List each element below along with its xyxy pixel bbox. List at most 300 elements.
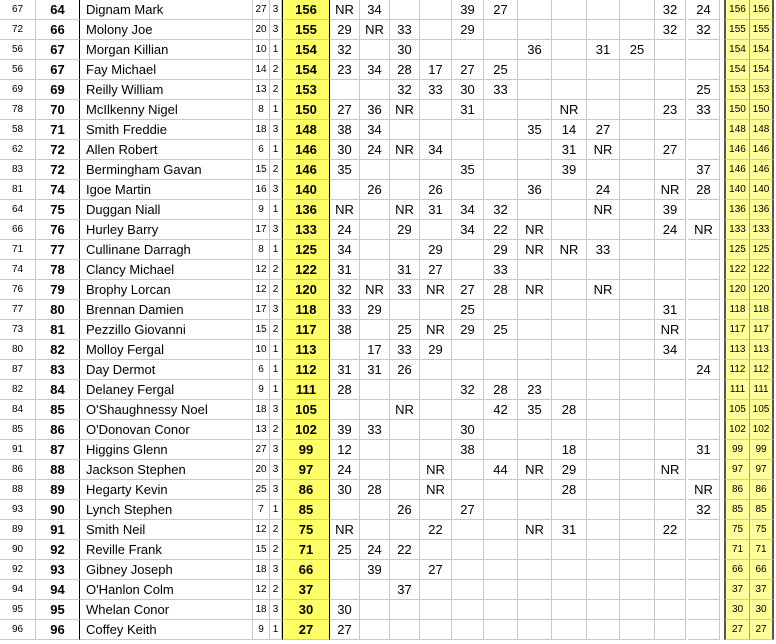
total-points-cell[interactable]: 136 xyxy=(282,200,330,220)
round-score-cell[interactable] xyxy=(360,260,390,280)
round-score-cell[interactable] xyxy=(620,260,655,280)
round-score-cell[interactable] xyxy=(620,100,655,120)
handicap-cell[interactable]: 27 xyxy=(253,0,270,20)
round-score-cell[interactable]: 25 xyxy=(484,320,518,340)
total-points-cell[interactable]: 30 xyxy=(282,600,330,620)
total-points-cell[interactable]: 133 xyxy=(282,220,330,240)
total-points-cell[interactable]: 155 xyxy=(282,20,330,40)
round-score-cell[interactable]: 27 xyxy=(330,620,360,640)
round-score-cell[interactable] xyxy=(552,540,587,560)
round-score-cell[interactable] xyxy=(518,60,552,80)
round-score-cell[interactable] xyxy=(552,340,587,360)
round-score-cell[interactable]: 27 xyxy=(420,560,452,580)
round-score-cell[interactable] xyxy=(655,280,686,300)
round-score-cell[interactable] xyxy=(587,540,620,560)
round-score-cell[interactable] xyxy=(655,60,686,80)
round-score-cell[interactable]: NR xyxy=(390,100,420,120)
round-score-cell[interactable] xyxy=(360,160,390,180)
previous-rank-cell[interactable]: 66 xyxy=(0,220,36,240)
round-score-cell[interactable]: 23 xyxy=(330,60,360,80)
previous-rank-cell[interactable]: 74 xyxy=(0,260,36,280)
round-score-cell[interactable] xyxy=(518,80,552,100)
total-points-cell[interactable]: 71 xyxy=(282,540,330,560)
player-name-cell[interactable]: Duggan Niall xyxy=(80,200,253,220)
round-score-cell[interactable] xyxy=(552,280,587,300)
handicap-cell[interactable]: 13 xyxy=(253,420,270,440)
round-score-cell[interactable] xyxy=(587,420,620,440)
round-score-cell[interactable] xyxy=(518,100,552,120)
round-score-cell[interactable] xyxy=(587,480,620,500)
round-score-cell[interactable]: 32 xyxy=(688,500,720,520)
round-score-cell[interactable] xyxy=(390,520,420,540)
round-score-cell[interactable] xyxy=(620,120,655,140)
round-score-cell[interactable]: 32 xyxy=(484,200,518,220)
round-score-cell[interactable] xyxy=(420,160,452,180)
round-score-cell[interactable] xyxy=(518,340,552,360)
handicap-cell[interactable]: 9 xyxy=(253,380,270,400)
round-score-cell[interactable]: 22 xyxy=(390,540,420,560)
round-score-cell[interactable]: 39 xyxy=(330,420,360,440)
round-score-cell[interactable]: 18 xyxy=(552,440,587,460)
summary-check-cell[interactable]: 154 xyxy=(750,60,774,80)
handicap-cell[interactable]: 20 xyxy=(253,460,270,480)
round-score-cell[interactable] xyxy=(390,240,420,260)
round-score-cell[interactable]: 34 xyxy=(452,200,484,220)
handicap-cell[interactable]: 15 xyxy=(253,320,270,340)
round-score-cell[interactable] xyxy=(655,360,686,380)
round-score-cell[interactable] xyxy=(655,240,686,260)
round-score-cell[interactable] xyxy=(620,280,655,300)
round-score-cell[interactable]: 24 xyxy=(330,460,360,480)
previous-rank-cell[interactable]: 81 xyxy=(0,180,36,200)
previous-rank-cell[interactable]: 80 xyxy=(0,340,36,360)
total-points-cell[interactable]: 97 xyxy=(282,460,330,480)
summary-total-cell[interactable]: 37 xyxy=(724,580,750,600)
summary-total-cell[interactable]: 154 xyxy=(724,40,750,60)
round-score-cell[interactable] xyxy=(552,80,587,100)
handicap-cell[interactable]: 10 xyxy=(253,340,270,360)
round-score-cell[interactable] xyxy=(390,160,420,180)
round-score-cell[interactable]: 29 xyxy=(360,300,390,320)
summary-check-cell[interactable]: 146 xyxy=(750,140,774,160)
handicap-cell[interactable]: 8 xyxy=(253,240,270,260)
round-score-cell[interactable]: 29 xyxy=(452,20,484,40)
summary-total-cell[interactable]: 153 xyxy=(724,80,750,100)
summary-check-cell[interactable]: 125 xyxy=(750,240,774,260)
round-score-cell[interactable] xyxy=(620,480,655,500)
round-score-cell[interactable]: 32 xyxy=(655,0,686,20)
round-score-cell[interactable] xyxy=(518,580,552,600)
summary-check-cell[interactable]: 146 xyxy=(750,160,774,180)
player-name-cell[interactable]: Reilly William xyxy=(80,80,253,100)
summary-check-cell[interactable]: 154 xyxy=(750,40,774,60)
category-cell[interactable]: 2 xyxy=(270,320,282,340)
previous-rank-cell[interactable]: 64 xyxy=(0,200,36,220)
round-score-cell[interactable] xyxy=(360,240,390,260)
player-name-cell[interactable]: Whelan Conor xyxy=(80,600,253,620)
total-points-cell[interactable]: 27 xyxy=(282,620,330,640)
total-points-cell[interactable]: 113 xyxy=(282,340,330,360)
round-score-cell[interactable] xyxy=(688,140,720,160)
round-score-cell[interactable] xyxy=(420,220,452,240)
round-score-cell[interactable]: 32 xyxy=(390,80,420,100)
round-score-cell[interactable]: 34 xyxy=(452,220,484,240)
category-cell[interactable]: 1 xyxy=(270,140,282,160)
summary-check-cell[interactable]: 66 xyxy=(750,560,774,580)
round-score-cell[interactable] xyxy=(620,180,655,200)
round-score-cell[interactable]: 30 xyxy=(330,140,360,160)
round-score-cell[interactable]: 35 xyxy=(518,120,552,140)
round-score-cell[interactable]: 27 xyxy=(452,280,484,300)
round-score-cell[interactable] xyxy=(587,260,620,280)
round-score-cell[interactable]: NR xyxy=(330,520,360,540)
round-score-cell[interactable] xyxy=(360,440,390,460)
round-score-cell[interactable] xyxy=(360,460,390,480)
previous-rank-cell[interactable]: 86 xyxy=(0,460,36,480)
round-score-cell[interactable]: 27 xyxy=(655,140,686,160)
round-score-cell[interactable] xyxy=(587,340,620,360)
round-score-cell[interactable] xyxy=(587,20,620,40)
handicap-cell[interactable]: 25 xyxy=(253,480,270,500)
category-cell[interactable]: 2 xyxy=(270,160,282,180)
round-score-cell[interactable] xyxy=(420,580,452,600)
round-score-cell[interactable] xyxy=(655,600,686,620)
round-score-cell[interactable] xyxy=(360,200,390,220)
round-score-cell[interactable] xyxy=(688,400,720,420)
previous-rank-cell[interactable]: 83 xyxy=(0,160,36,180)
summary-check-cell[interactable]: 30 xyxy=(750,600,774,620)
player-name-cell[interactable]: Igoe Martin xyxy=(80,180,253,200)
round-score-cell[interactable]: 30 xyxy=(452,420,484,440)
handicap-cell[interactable]: 12 xyxy=(253,260,270,280)
round-score-cell[interactable]: 26 xyxy=(360,180,390,200)
summary-total-cell[interactable]: 86 xyxy=(724,480,750,500)
round-score-cell[interactable] xyxy=(452,120,484,140)
summary-check-cell[interactable]: 150 xyxy=(750,100,774,120)
round-score-cell[interactable] xyxy=(484,540,518,560)
round-score-cell[interactable] xyxy=(552,560,587,580)
round-score-cell[interactable]: 33 xyxy=(587,240,620,260)
player-name-cell[interactable]: Higgins Glenn xyxy=(80,440,253,460)
total-points-cell[interactable]: 75 xyxy=(282,520,330,540)
round-score-cell[interactable]: 17 xyxy=(360,340,390,360)
summary-total-cell[interactable]: 148 xyxy=(724,120,750,140)
round-score-cell[interactable]: 30 xyxy=(452,80,484,100)
total-points-cell[interactable]: 146 xyxy=(282,140,330,160)
round-score-cell[interactable] xyxy=(484,40,518,60)
round-score-cell[interactable]: 25 xyxy=(390,320,420,340)
round-score-cell[interactable]: 28 xyxy=(688,180,720,200)
summary-check-cell[interactable]: 148 xyxy=(750,120,774,140)
category-cell[interactable]: 3 xyxy=(270,180,282,200)
previous-rank-cell[interactable]: 58 xyxy=(0,120,36,140)
round-score-cell[interactable] xyxy=(484,480,518,500)
round-score-cell[interactable]: 31 xyxy=(330,360,360,380)
handicap-cell[interactable]: 13 xyxy=(253,80,270,100)
round-score-cell[interactable] xyxy=(620,520,655,540)
round-score-cell[interactable] xyxy=(484,120,518,140)
round-score-cell[interactable]: 36 xyxy=(360,100,390,120)
round-score-cell[interactable]: 31 xyxy=(360,360,390,380)
summary-total-cell[interactable]: 112 xyxy=(724,360,750,380)
previous-rank-cell[interactable]: 84 xyxy=(0,400,36,420)
round-score-cell[interactable] xyxy=(484,620,518,640)
round-score-cell[interactable] xyxy=(484,580,518,600)
round-score-cell[interactable]: NR xyxy=(390,200,420,220)
player-name-cell[interactable]: Jackson Stephen xyxy=(80,460,253,480)
round-score-cell[interactable]: 36 xyxy=(518,180,552,200)
summary-total-cell[interactable]: 155 xyxy=(724,20,750,40)
position-cell[interactable]: 80 xyxy=(36,300,80,320)
round-score-cell[interactable]: 32 xyxy=(330,280,360,300)
position-cell[interactable]: 67 xyxy=(36,60,80,80)
round-score-cell[interactable] xyxy=(620,440,655,460)
round-score-cell[interactable] xyxy=(552,40,587,60)
round-score-cell[interactable] xyxy=(360,40,390,60)
position-cell[interactable]: 86 xyxy=(36,420,80,440)
round-score-cell[interactable] xyxy=(552,60,587,80)
round-score-cell[interactable]: 28 xyxy=(552,400,587,420)
round-score-cell[interactable] xyxy=(518,540,552,560)
round-score-cell[interactable] xyxy=(518,620,552,640)
round-score-cell[interactable] xyxy=(552,380,587,400)
player-name-cell[interactable]: Coffey Keith xyxy=(80,620,253,640)
round-score-cell[interactable]: 33 xyxy=(484,260,518,280)
round-score-cell[interactable]: 35 xyxy=(452,160,484,180)
round-score-cell[interactable]: 28 xyxy=(390,60,420,80)
round-score-cell[interactable] xyxy=(655,260,686,280)
player-name-cell[interactable]: Allen Robert xyxy=(80,140,253,160)
total-points-cell[interactable]: 150 xyxy=(282,100,330,120)
round-score-cell[interactable]: 22 xyxy=(420,520,452,540)
round-score-cell[interactable] xyxy=(330,500,360,520)
round-score-cell[interactable] xyxy=(552,600,587,620)
position-cell[interactable]: 74 xyxy=(36,180,80,200)
round-score-cell[interactable] xyxy=(452,620,484,640)
round-score-cell[interactable]: NR xyxy=(420,460,452,480)
summary-total-cell[interactable]: 118 xyxy=(724,300,750,320)
round-score-cell[interactable] xyxy=(587,80,620,100)
round-score-cell[interactable]: 25 xyxy=(688,80,720,100)
position-cell[interactable]: 70 xyxy=(36,100,80,120)
round-score-cell[interactable] xyxy=(518,300,552,320)
round-score-cell[interactable] xyxy=(452,600,484,620)
total-points-cell[interactable]: 99 xyxy=(282,440,330,460)
handicap-cell[interactable]: 10 xyxy=(253,40,270,60)
handicap-cell[interactable]: 14 xyxy=(253,60,270,80)
round-score-cell[interactable] xyxy=(390,380,420,400)
handicap-cell[interactable]: 17 xyxy=(253,300,270,320)
position-cell[interactable]: 67 xyxy=(36,40,80,60)
total-points-cell[interactable]: 86 xyxy=(282,480,330,500)
round-score-cell[interactable] xyxy=(390,560,420,580)
round-score-cell[interactable] xyxy=(688,340,720,360)
summary-total-cell[interactable]: 125 xyxy=(724,240,750,260)
player-name-cell[interactable]: Delaney Fergal xyxy=(80,380,253,400)
round-score-cell[interactable] xyxy=(587,100,620,120)
round-score-cell[interactable]: 33 xyxy=(390,280,420,300)
summary-total-cell[interactable]: 133 xyxy=(724,220,750,240)
round-score-cell[interactable]: 39 xyxy=(452,0,484,20)
category-cell[interactable]: 1 xyxy=(270,340,282,360)
round-score-cell[interactable]: 35 xyxy=(518,400,552,420)
round-score-cell[interactable] xyxy=(587,500,620,520)
round-score-cell[interactable]: NR xyxy=(420,320,452,340)
round-score-cell[interactable]: NR xyxy=(390,140,420,160)
previous-rank-cell[interactable]: 90 xyxy=(0,540,36,560)
round-score-cell[interactable]: 34 xyxy=(655,340,686,360)
round-score-cell[interactable] xyxy=(620,600,655,620)
category-cell[interactable]: 2 xyxy=(270,80,282,100)
round-score-cell[interactable] xyxy=(518,480,552,500)
previous-rank-cell[interactable]: 67 xyxy=(0,0,36,20)
category-cell[interactable]: 3 xyxy=(270,560,282,580)
round-score-cell[interactable] xyxy=(484,140,518,160)
position-cell[interactable]: 75 xyxy=(36,200,80,220)
round-score-cell[interactable]: NR xyxy=(390,400,420,420)
position-cell[interactable]: 94 xyxy=(36,580,80,600)
round-score-cell[interactable] xyxy=(452,560,484,580)
round-score-cell[interactable]: 33 xyxy=(484,80,518,100)
previous-rank-cell[interactable]: 94 xyxy=(0,580,36,600)
round-score-cell[interactable] xyxy=(390,620,420,640)
round-score-cell[interactable] xyxy=(655,620,686,640)
round-score-cell[interactable] xyxy=(518,360,552,380)
round-score-cell[interactable] xyxy=(655,80,686,100)
round-score-cell[interactable] xyxy=(330,180,360,200)
round-score-cell[interactable]: 30 xyxy=(330,480,360,500)
total-points-cell[interactable]: 112 xyxy=(282,360,330,380)
player-name-cell[interactable]: O'Donovan Conor xyxy=(80,420,253,440)
round-score-cell[interactable]: 27 xyxy=(484,0,518,20)
summary-check-cell[interactable]: 118 xyxy=(750,300,774,320)
round-score-cell[interactable]: NR xyxy=(552,100,587,120)
round-score-cell[interactable]: NR xyxy=(330,0,360,20)
round-score-cell[interactable] xyxy=(452,480,484,500)
round-score-cell[interactable] xyxy=(655,160,686,180)
player-name-cell[interactable]: Lynch Stephen xyxy=(80,500,253,520)
player-name-cell[interactable]: Smith Freddie xyxy=(80,120,253,140)
round-score-cell[interactable] xyxy=(484,20,518,40)
round-score-cell[interactable] xyxy=(484,520,518,540)
round-score-cell[interactable] xyxy=(688,260,720,280)
round-score-cell[interactable] xyxy=(587,460,620,480)
category-cell[interactable]: 3 xyxy=(270,220,282,240)
handicap-cell[interactable]: 17 xyxy=(253,220,270,240)
summary-total-cell[interactable]: 136 xyxy=(724,200,750,220)
round-score-cell[interactable] xyxy=(655,440,686,460)
handicap-cell[interactable]: 8 xyxy=(253,100,270,120)
round-score-cell[interactable] xyxy=(688,60,720,80)
round-score-cell[interactable]: 26 xyxy=(420,180,452,200)
position-cell[interactable]: 91 xyxy=(36,520,80,540)
summary-check-cell[interactable]: 113 xyxy=(750,340,774,360)
previous-rank-cell[interactable]: 88 xyxy=(0,480,36,500)
position-cell[interactable]: 78 xyxy=(36,260,80,280)
round-score-cell[interactable] xyxy=(688,620,720,640)
handicap-cell[interactable]: 18 xyxy=(253,560,270,580)
round-score-cell[interactable]: 27 xyxy=(330,100,360,120)
round-score-cell[interactable]: 28 xyxy=(552,480,587,500)
handicap-cell[interactable]: 6 xyxy=(253,360,270,380)
position-cell[interactable]: 85 xyxy=(36,400,80,420)
category-cell[interactable]: 1 xyxy=(270,380,282,400)
summary-total-cell[interactable]: 99 xyxy=(724,440,750,460)
handicap-cell[interactable]: 9 xyxy=(253,200,270,220)
round-score-cell[interactable] xyxy=(390,120,420,140)
round-score-cell[interactable] xyxy=(620,400,655,420)
round-score-cell[interactable]: 30 xyxy=(390,40,420,60)
round-score-cell[interactable]: NR xyxy=(518,240,552,260)
round-score-cell[interactable]: 29 xyxy=(420,240,452,260)
player-name-cell[interactable]: Fay Michael xyxy=(80,60,253,80)
round-score-cell[interactable] xyxy=(620,360,655,380)
round-score-cell[interactable] xyxy=(552,220,587,240)
round-score-cell[interactable] xyxy=(360,220,390,240)
player-name-cell[interactable]: Clancy Michael xyxy=(80,260,253,280)
round-score-cell[interactable] xyxy=(587,220,620,240)
category-cell[interactable]: 1 xyxy=(270,620,282,640)
round-score-cell[interactable] xyxy=(655,380,686,400)
round-score-cell[interactable] xyxy=(620,320,655,340)
round-score-cell[interactable] xyxy=(620,500,655,520)
round-score-cell[interactable] xyxy=(688,40,720,60)
round-score-cell[interactable] xyxy=(688,520,720,540)
summary-check-cell[interactable]: 153 xyxy=(750,80,774,100)
round-score-cell[interactable]: NR xyxy=(587,140,620,160)
round-score-cell[interactable] xyxy=(587,600,620,620)
round-score-cell[interactable]: 29 xyxy=(420,340,452,360)
handicap-cell[interactable]: 27 xyxy=(253,440,270,460)
position-cell[interactable]: 72 xyxy=(36,140,80,160)
round-score-cell[interactable]: NR xyxy=(587,200,620,220)
position-cell[interactable]: 76 xyxy=(36,220,80,240)
round-score-cell[interactable] xyxy=(452,340,484,360)
summary-total-cell[interactable]: 30 xyxy=(724,600,750,620)
round-score-cell[interactable] xyxy=(360,320,390,340)
round-score-cell[interactable] xyxy=(330,80,360,100)
total-points-cell[interactable]: 153 xyxy=(282,80,330,100)
previous-rank-cell[interactable]: 92 xyxy=(0,560,36,580)
position-cell[interactable]: 93 xyxy=(36,560,80,580)
summary-check-cell[interactable]: 156 xyxy=(750,0,774,20)
round-score-cell[interactable] xyxy=(518,0,552,20)
summary-check-cell[interactable]: 120 xyxy=(750,280,774,300)
round-score-cell[interactable] xyxy=(452,580,484,600)
round-score-cell[interactable] xyxy=(688,320,720,340)
player-name-cell[interactable]: Day Dermot xyxy=(80,360,253,380)
round-score-cell[interactable]: 42 xyxy=(484,400,518,420)
round-score-cell[interactable]: 31 xyxy=(552,140,587,160)
round-score-cell[interactable] xyxy=(420,620,452,640)
summary-total-cell[interactable]: 27 xyxy=(724,620,750,640)
round-score-cell[interactable] xyxy=(688,120,720,140)
round-score-cell[interactable]: 24 xyxy=(587,180,620,200)
round-score-cell[interactable] xyxy=(620,380,655,400)
previous-rank-cell[interactable]: 56 xyxy=(0,40,36,60)
round-score-cell[interactable] xyxy=(518,440,552,460)
round-score-cell[interactable]: 25 xyxy=(330,540,360,560)
round-score-cell[interactable]: 34 xyxy=(360,0,390,20)
round-score-cell[interactable]: 33 xyxy=(420,80,452,100)
round-score-cell[interactable] xyxy=(655,120,686,140)
round-score-cell[interactable] xyxy=(552,300,587,320)
summary-total-cell[interactable]: 146 xyxy=(724,160,750,180)
position-cell[interactable]: 77 xyxy=(36,240,80,260)
total-points-cell[interactable]: 120 xyxy=(282,280,330,300)
player-name-cell[interactable]: McIlkenny Nigel xyxy=(80,100,253,120)
handicap-cell[interactable]: 12 xyxy=(253,280,270,300)
